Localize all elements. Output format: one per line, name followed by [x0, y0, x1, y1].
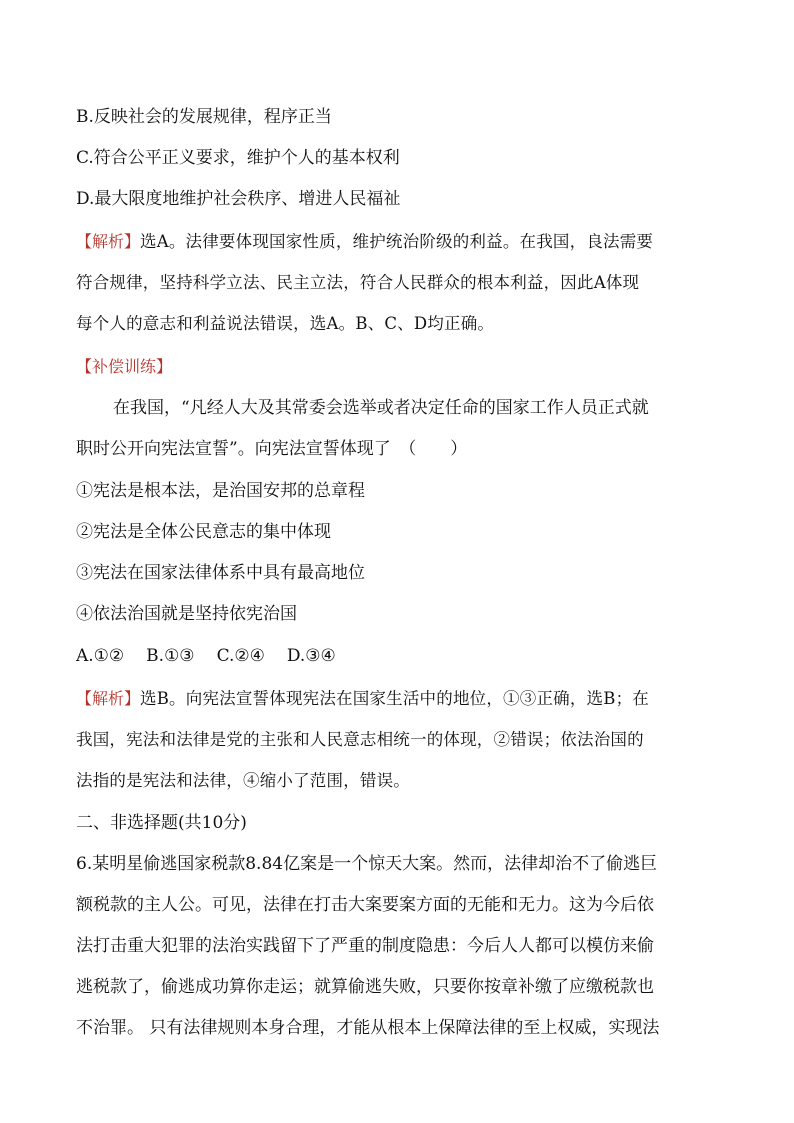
section-heading: 二、非选择题(共10分)	[76, 813, 247, 833]
option-c: C.②④	[216, 646, 265, 666]
statement-2: ②宪法是全体公民意志的集中体现	[76, 522, 331, 542]
option-d: D.③④	[286, 646, 336, 666]
statement-4: ④依法治国就是坚持依宪治国	[76, 604, 297, 624]
supplement-heading	[76, 356, 726, 378]
analysis-text: 选A。法律要体现国家性质，维护统治阶级的利益。在我国，良法需要	[140, 232, 654, 251]
supplement-tag: 【补偿训练】	[76, 357, 173, 376]
statement-3: ③宪法在国家法律体系中具有最高地位	[76, 563, 365, 583]
choice-c: C.符合公平正义要求，维护个人的基本权利	[76, 148, 400, 168]
analysis-text: 选B。向宪法宣誓体现宪法在国家生活中的地位，①③正确，选B；在	[140, 689, 649, 708]
supplement-stem-line-2: 职时公开向宪法宣誓”。向宪法宣誓体现了 （ ）	[76, 439, 468, 459]
option-a: A.①②	[76, 646, 125, 666]
question-6-line-2: 额税款的主人公。可见，法律在打击大案要案方面的无能和无力。这为今后依	[76, 895, 654, 915]
analysis-2-line-1	[76, 688, 726, 710]
answer-options	[76, 645, 726, 667]
choice-b: B.反映社会的发展规律，程序正当	[76, 107, 332, 127]
analysis-2-line-2: 我国，宪法和法律是党的主张和人民意志相统一的体现，②错误；依法治国的	[76, 730, 644, 749]
analysis-2-line-3: 法指的是宪法和法律，④缩小了范围，错误。	[76, 771, 410, 790]
choice-d: D.最大限度地维护社会秩序、增进人民福祉	[76, 189, 401, 209]
question-6-line-1: 6.某明星偷逃国家税款8.84亿案是一个惊天大案。然而，法律却治不了偷逃巨	[76, 854, 658, 874]
statement-1: ①宪法是根本法，是治国安邦的总章程	[76, 481, 365, 501]
analysis-1-line-3: 每个人的意志和利益说法错误，选A。B、C、D均正确。	[76, 314, 495, 333]
analysis-1-line-1	[76, 231, 726, 253]
question-6-line-4: 逃税款了，偷逃成功算你走运；就算偷逃失败，只要你按章补缴了应缴税款也	[76, 977, 654, 997]
option-b: B.①③	[146, 646, 195, 666]
analysis-1-line-2: 符合规律，坚持科学立法、民主立法，符合人民群众的根本利益，因此A体现	[76, 273, 640, 292]
question-6-line-3: 法打击重大犯罪的法治实践留下了严重的制度隐患：今后人人都可以模仿来偷	[76, 936, 654, 956]
analysis-tag: 【解析】	[76, 689, 141, 708]
question-6-line-5: 不治罪。 只有法律规则本身合理，才能从根本上保障法律的至上权威，实现法	[76, 1018, 660, 1038]
supplement-stem-line-1: 在我国，“凡经人大及其常委会选举或者决定任命的国家工作人员正式就	[113, 398, 649, 418]
analysis-tag: 【解析】	[76, 232, 141, 251]
